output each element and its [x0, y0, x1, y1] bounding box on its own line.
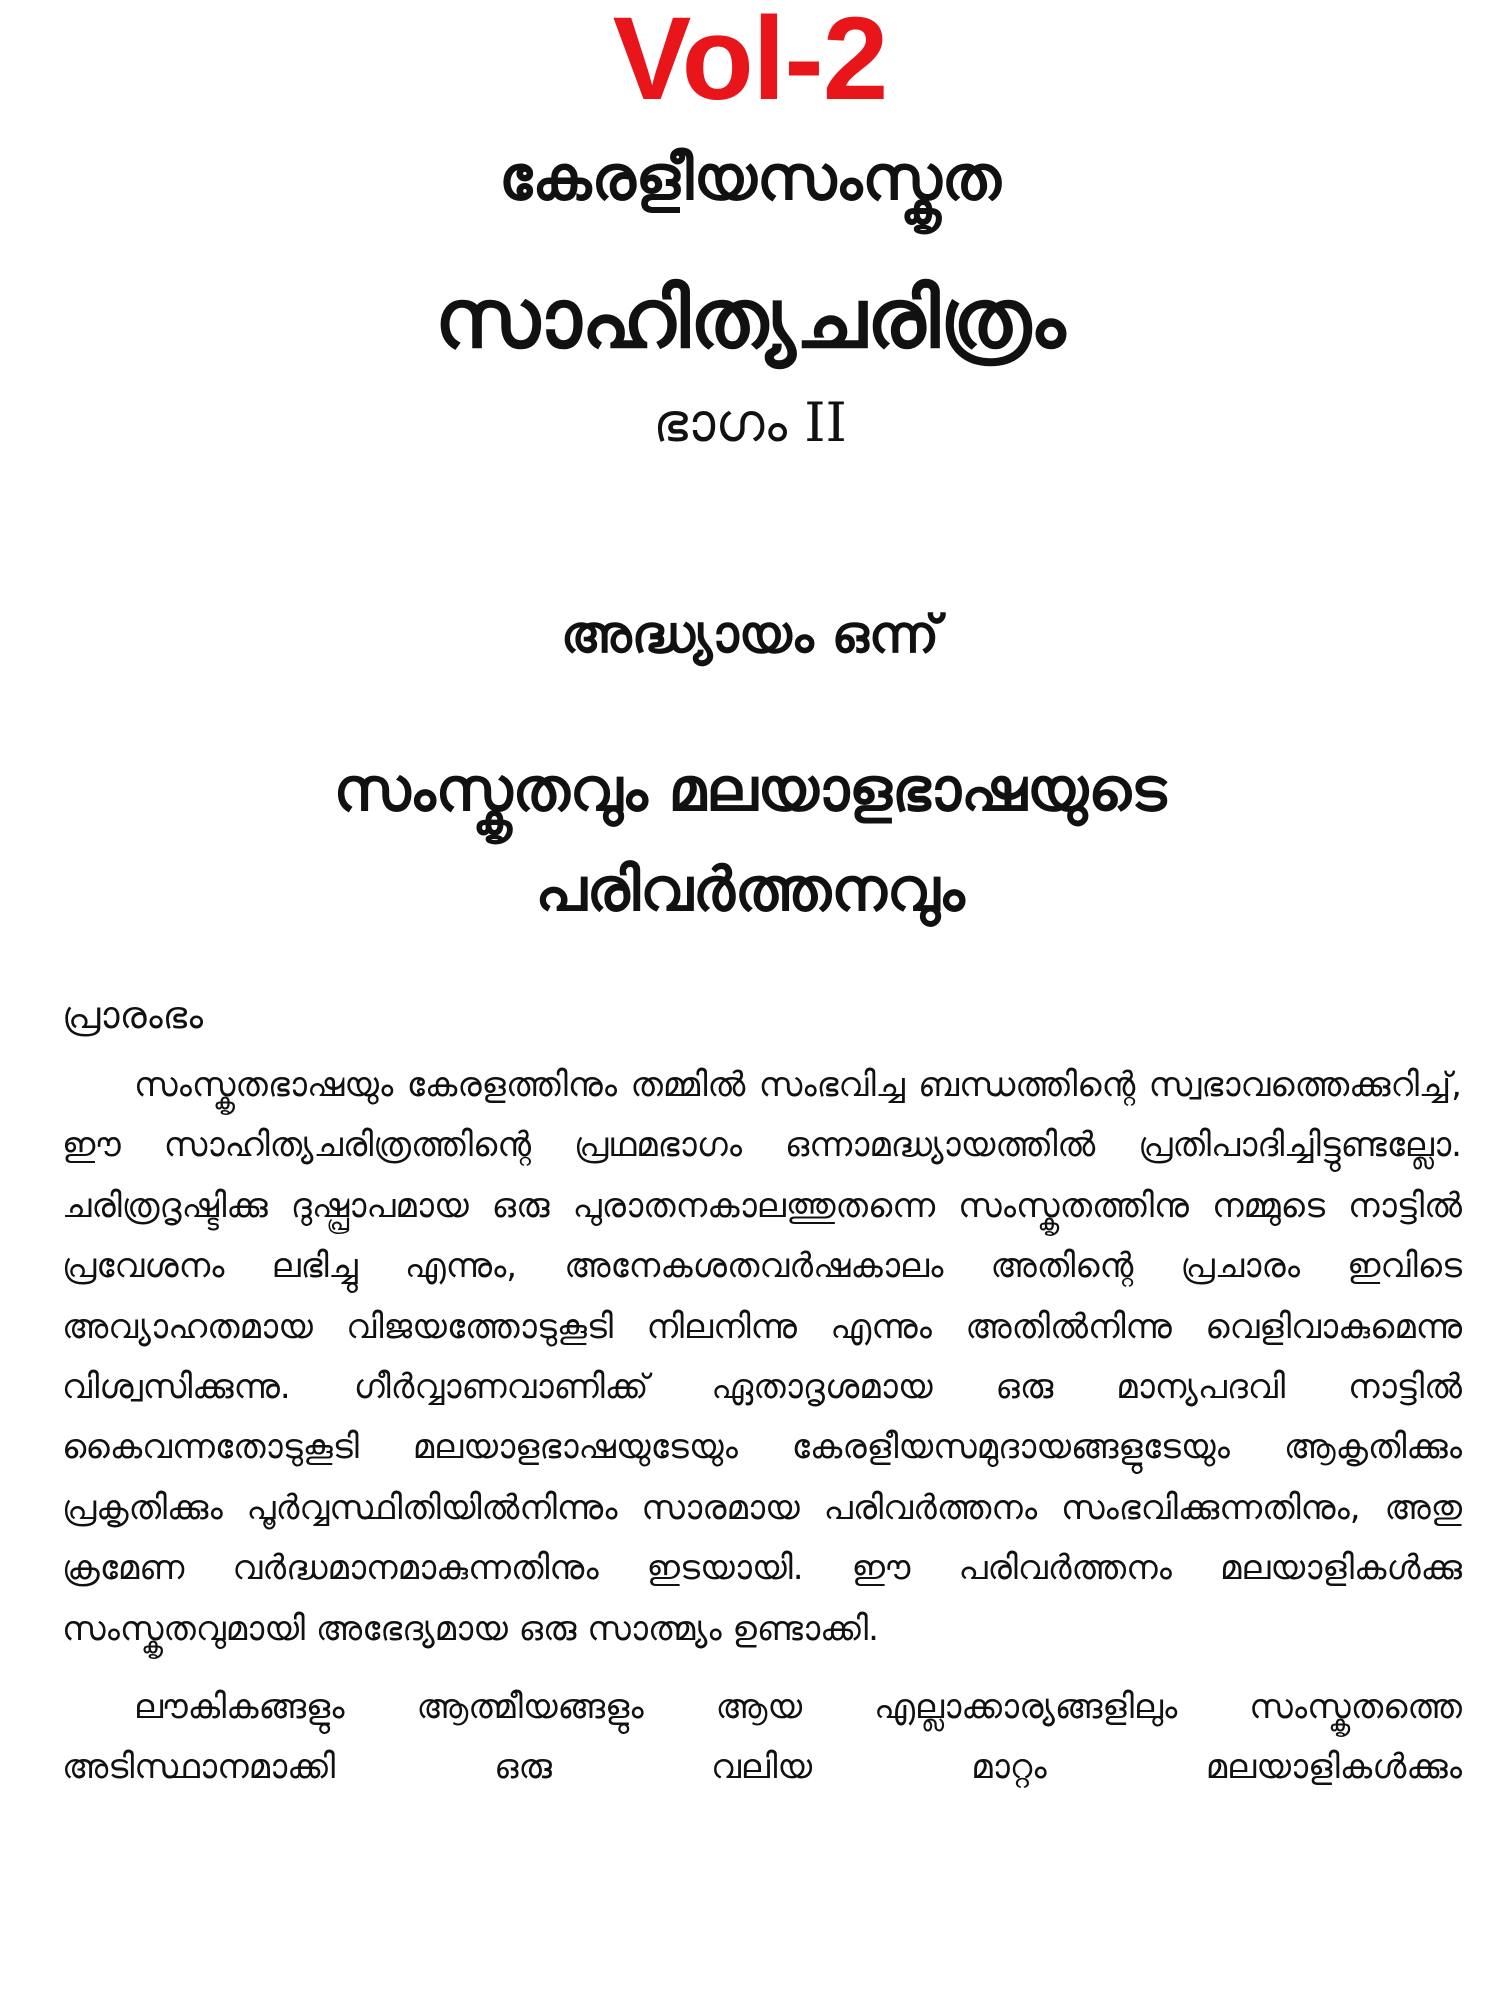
body-text [62, 1055, 1462, 1798]
chapter-title-line2: പരിവർത്തനവും [535, 855, 965, 925]
paragraph-2: ലൗകികങ്ങളും ആത്മീയങ്ങളും ആയ എല്ലാക്കാര്യങ്ങളിലും സംസ്കൃതത്തെ അടിസ്ഥാനമാക്കി ഒരു വലിയ മാറ്റം മലയാളികൾക്കും [62, 1687, 1462, 1788]
volume-label: Vol-2 [612, 0, 888, 125]
chapter-number: അദ്ധ്യായം ഒന്ന് [560, 605, 940, 665]
book-title-line1: കേരളീയസംസ്കൃത [499, 141, 1001, 214]
paragraph-1: സംസ്കൃതഭാഷയും കേരളത്തിനും തമ്മിൽ സംഭവിച്ച ബന്ധത്തിന്റെ സ്വഭാവത്തെക്കുറിച്ച്, ഈ സാഹിത്യചരിത്രത്തിന്റെ പ്രഥമഭാഗം ഒന്നാമദ്ധ്യായത്തിൽ പ്രതിപാദിച്ചിട്ടുണ്ടല്ലോ. ചരിത്രദൃഷ്ടിക്കു ദുഷ്പ്രാപമായ ഒരു പുരാതനകാലത്തുതന്നെ സംസ്കൃതത്തിനു നമ്മുടെ നാട്ടിൽ പ്രവേശനം ലഭിച്ചു എന്നും, അനേകശതവർഷകാലം അതിന്റെ പ്രചാരം ഇവിടെ അവ്യാഹതമായ വിജയത്തോടുകൂടി നിലനിന്നു എന്നും അതിൽനിന്നു വെളിവാകുമെന്നു വിശ്വസിക്കുന്നു. ഗീർവ്വാണവാണിക്ക് ഏതാദൃശമായ ഒരു മാന്യപദവി നാട്ടിൽ കൈവന്നതോടുകൂടി മലയാളഭാഷയുടേയും കേരളീയസമുദായങ്ങളുടേയും ആകൃതിക്കും പ്രകൃതിക്കും പൂർവ്വസ്ഥിതിയിൽനിന്നും സാരമായ പരിവർത്തനം സംഭവിക്കുന്നതിനും, അതു ക്രമേണ വർദ്ധമാനമാകുന്നതിനും ഇടയായി. ഈ പരിവർത്തനം മലയാളികൾക്കു സംസ്കൃതവുമായി അഭേദ്യമായ ഒരു സാത്മ്യം ഉണ്ടാക്കി. [62, 1065, 1462, 1649]
book-title-line2: സാഹിത്യചരിത്രം [434, 272, 1066, 367]
part-number: II [804, 391, 847, 454]
section-heading: പ്രാരംഭം [62, 993, 204, 1037]
part-word: ഭാഗം [653, 391, 788, 454]
chapter-title [0, 740, 1500, 940]
part-label [0, 388, 1500, 458]
chapter-title-line1: സംസ്കൃതവും മലയാളഭാഷയുടെ [333, 755, 1167, 825]
